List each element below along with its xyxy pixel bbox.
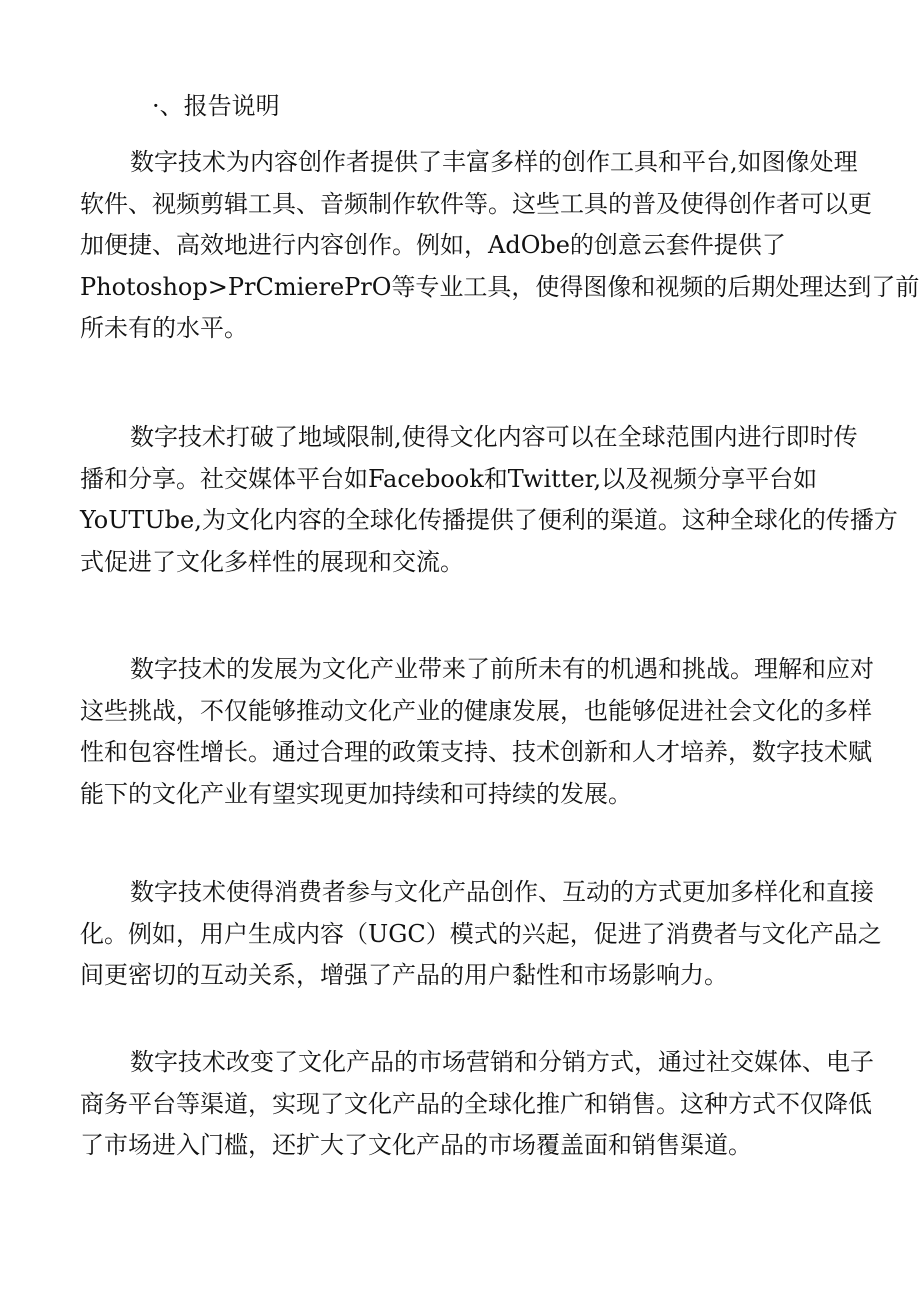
paragraph-global-spread — [80, 417, 898, 583]
paragraph-line: 间更密切的互动关系，增强了产品的用户黏性和市场影响力。 — [80, 961, 728, 989]
paragraph-line: 数字技术改变了文化产品的市场营销和分销方式，通过社交媒体、电子 — [130, 1048, 874, 1076]
section-heading: ·、报告说明 — [152, 92, 280, 120]
paragraph-digital-tools — [80, 142, 920, 350]
paragraph-opportunities — [80, 649, 874, 815]
paragraph-line: 式促进了文化多样性的展现和交流。 — [80, 547, 464, 576]
paragraph-marketing — [80, 1042, 874, 1167]
paragraph-line: Photoshop>PrCmierePrO等专业工具，使得图像和视频的后期处理达到了前 — [80, 272, 920, 301]
paragraph-line: 数字技术为内容创作者提供了丰富多样的创作工具和平台,如图像处理 — [130, 148, 858, 176]
paragraph-line: 能下的文化产业有望实现更加持续和可持续的发展。 — [80, 779, 632, 808]
paragraph-line: 这些挑战，不仅能够推动文化产业的健康发展，也能够促进社会文化的多样 — [80, 696, 872, 725]
paragraph-line: 数字技术打破了地域限制,使得文化内容可以在全球范围内进行即时传 — [130, 423, 858, 451]
paragraph-line: 软件、视频剪辑工具、音频制作软件等。这些工具的普及使得创作者可以更 — [80, 189, 872, 218]
paragraph-line: YoUTUbe,为文化内容的全球化传播提供了便利的渠道。这种全球化的传播方 — [80, 506, 898, 534]
paragraph-line: 化。例如，用户生成内容（UGC）模式的兴起，促进了消费者与文化产品之 — [80, 919, 882, 948]
paragraph-consumer-participation — [80, 872, 882, 997]
paragraph-line: 数字技术使得消费者参与文化产品创作、互动的方式更加多样化和直接 — [130, 878, 874, 906]
paragraph-line: 播和分享。社交媒体平台如Facebook和Twitter,以及视频分享平台如 — [80, 464, 818, 493]
paragraph-line: 数字技术的发展为文化产业带来了前所未有的机遇和挑战。理解和应对 — [130, 655, 874, 683]
paragraph-line: 性和包容性增长。通过合理的政策支持、技术创新和人才培养，数字技术赋 — [80, 738, 872, 766]
paragraph-line: 商务平台等渠道，实现了文化产品的全球化推广和销售。这种方式不仅降低 — [80, 1089, 872, 1118]
paragraph-line: 加便捷、高效地进行内容创作。例如，AdObe的创意云套件提供了 — [80, 231, 786, 259]
paragraph-line: 了市场进入门槛，还扩大了文化产品的市场覆盖面和销售渠道。 — [80, 1131, 752, 1159]
paragraph-line: 所未有的水平。 — [80, 314, 248, 342]
